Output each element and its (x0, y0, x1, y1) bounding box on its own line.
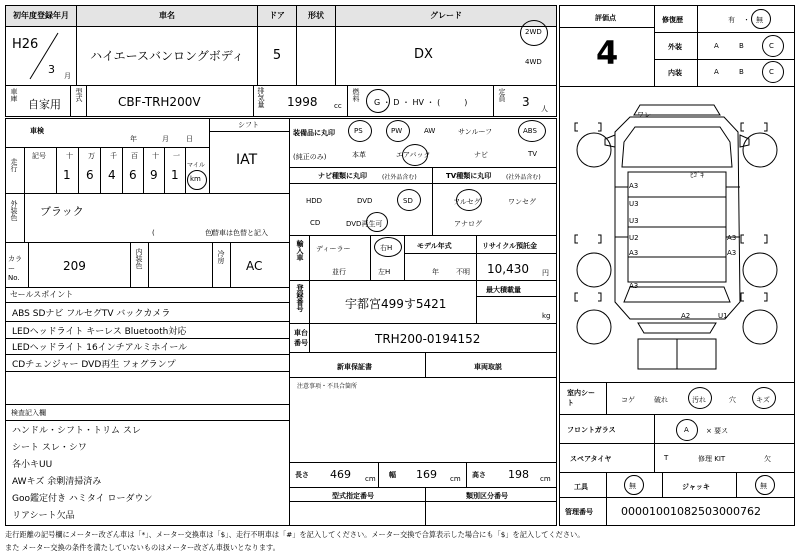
width-value: 169 (416, 468, 437, 481)
model-label: 型式 (75, 88, 83, 102)
capacity-label: 定員 (498, 88, 506, 102)
inspection-year: 年 (130, 135, 137, 143)
model-year-label: モデル年式 (417, 242, 452, 250)
equip-navi: ナビ (474, 151, 488, 159)
interior-grade-b: B (739, 68, 744, 76)
jack-value: 無 (760, 482, 767, 490)
height-value: 198 (508, 468, 529, 481)
length-value: 469 (330, 468, 351, 481)
warranty-block (289, 352, 557, 378)
mileage-unit-5: 一 (173, 152, 180, 160)
equipment-note: (純正のみ) (293, 153, 327, 161)
recycle-label: リサイクル預託金 (482, 242, 538, 250)
model-year-year: 年 (432, 268, 439, 276)
displacement-label: 排気量 (257, 87, 265, 108)
spare-label: スペアタイヤ (570, 455, 612, 463)
length-unit: cm (365, 475, 376, 483)
sales-point-2: LEDヘッドライト キーレス Bluetooth対応 (12, 327, 187, 337)
inspector-line-4: AWキズ 余剰清掃済み (12, 477, 102, 487)
inspector-line-3: 各小キUU (12, 460, 53, 470)
equip-pw: PW (391, 127, 403, 135)
front-left-wheel (577, 133, 611, 167)
equip-abs: ABS (523, 127, 537, 135)
color-no-label: カラーNo. (8, 255, 22, 282)
footer-line-2: また メーター交換の条件を満たしていないものはメーター改ざん車扱いとなります。 (5, 543, 280, 552)
capacity-unit: 人 (541, 105, 548, 113)
inspection-day: 日 (186, 135, 193, 143)
length-label: 長さ (295, 471, 309, 479)
car-rear (624, 287, 730, 302)
equip-sunroof: サンルーフ (458, 128, 493, 136)
registration-value: 宇都宮499す5421 (345, 297, 447, 311)
shift-value: IAT (236, 152, 258, 168)
grade-value: DX (414, 47, 433, 62)
exterior-color-label: 外装色 (10, 200, 18, 221)
control-label: 管理番号 (565, 508, 593, 516)
equip-airbag: エアバック (396, 151, 431, 159)
color-no-value: 209 (63, 259, 86, 273)
car-diagram-block (559, 86, 795, 383)
drive-4wd: 4WD (525, 58, 542, 66)
exterior-color-note: 色替車は色替と記入 (205, 229, 268, 237)
reg-month: 3 (48, 63, 55, 76)
interior-grade-a: A (714, 68, 719, 76)
displacement-value: 1998 (287, 95, 318, 109)
seat-scratch: キズ (756, 396, 770, 404)
equip-aw: AW (424, 127, 436, 135)
mileage-km-label: km (190, 175, 201, 183)
mileage-digit-5: 1 (171, 168, 179, 182)
import-parallel: 並行 (332, 268, 346, 276)
car-hood (622, 127, 732, 167)
max-load-label: 最大積載量 (486, 286, 521, 294)
displacement-unit: cc (334, 102, 342, 110)
equipment-label: 装備品に丸印 (293, 129, 335, 137)
diagram-mark-1: ワレ (637, 111, 651, 119)
diagram-mark-3: U3 (629, 200, 639, 208)
shape-value (296, 26, 336, 86)
windshield-label: フロントガラス (567, 426, 616, 434)
tv-fullseg: フルセグ (453, 198, 481, 206)
class-no-label: 類別区分番号 (466, 492, 508, 500)
type-no-label: 型式指定番号 (332, 492, 374, 500)
exterior-grade-c: C (769, 42, 774, 50)
sales-points-label: セールスポイント (6, 288, 100, 302)
interior-grade-label: 内装 (668, 69, 682, 77)
score-label: 評価点 (595, 14, 616, 22)
exterior-color-value: ブラック (40, 205, 84, 218)
inspector-line-6: リアシート欠品 (12, 511, 75, 521)
use-value: 自家用 (28, 98, 61, 111)
import-dealer: ディーラー (316, 245, 351, 253)
mileage-digit-4: 9 (150, 168, 158, 182)
first-reg-cell (5, 26, 77, 86)
repair-dot: ・ (743, 16, 750, 24)
diagram-mark-10: A2 (681, 312, 691, 320)
grade-header: グレード (335, 5, 557, 27)
doors-value: 5 (257, 26, 297, 86)
diagram-mark-8: A3 (727, 249, 737, 257)
first-reg-header: 初年度登録年月 (5, 5, 77, 27)
seat-tear: 破れ (654, 396, 668, 404)
ac-label: 冷房 (217, 250, 225, 264)
navi-cd: CD (310, 219, 321, 227)
height-unit: cm (540, 475, 551, 483)
rear-left-wheel (577, 253, 611, 287)
mileage-record-label: 記号 (32, 152, 46, 160)
registration-label: 登録番号 (296, 284, 304, 312)
spare-left-wheel (577, 310, 611, 344)
windshield-x: × 要ス (706, 427, 729, 435)
drive-2wd: 2WD (525, 28, 542, 36)
mileage-mile-label: マイル (187, 162, 205, 169)
use-label: 車庫 (10, 88, 18, 102)
interior-seat-label: 室内シート (567, 389, 595, 407)
exterior-color-paren: ( ) (152, 229, 214, 237)
navi-label: ナビ種類に丸印 (318, 172, 367, 180)
mileage-digit-0: 1 (63, 168, 71, 182)
tv-analog: アナログ (454, 220, 482, 228)
tv-label: TV種類に丸印 (446, 172, 492, 180)
mileage-label: 走行 (10, 158, 18, 172)
rear-bumper (638, 323, 716, 333)
mileage-unit-0: 十 (66, 152, 73, 160)
repair-label: 修復歴 (662, 16, 683, 24)
tv-oneseg: ワンセグ (508, 198, 536, 206)
tools-label: 工具 (574, 483, 588, 491)
repair-yes: 有 (728, 16, 735, 24)
warranty-new-car: 新車保証書 (337, 363, 372, 371)
diagram-mark-12: ﾋｺﾞｷ (690, 171, 704, 179)
fuel-label: 燃料 (352, 88, 360, 102)
width-unit: cm (450, 475, 461, 483)
inspection-label: 車検 (30, 127, 44, 135)
mileage-digit-3: 6 (129, 168, 137, 182)
width-label: 幅 (389, 471, 396, 479)
shape-header: 形状 (296, 5, 336, 27)
score-value: 4 (596, 34, 619, 72)
mileage-digit-2: 4 (108, 168, 116, 182)
diagram-mark-2: A3 (629, 182, 639, 190)
navi-dvd: DVD (357, 197, 373, 205)
inspector-line-5: Goo鑑定付き ハミタイ ローダウン (12, 494, 153, 504)
spare-t: T (664, 454, 669, 462)
sales-point-4: CDチェンジャー DVD再生 フォグランプ (12, 360, 176, 370)
type-number-block (289, 487, 557, 526)
shift-label: シフト (238, 121, 259, 129)
inspector-line-2: シート スレ・シワ (12, 443, 87, 453)
navi-sd: SD (403, 197, 413, 205)
navi-hdd: HDD (306, 197, 323, 205)
exterior-grade-label: 外装 (668, 43, 682, 51)
ac-value: AC (246, 259, 263, 273)
car-diagram (560, 87, 794, 382)
row2 (5, 85, 557, 117)
interior-color-label: 内装色 (135, 248, 143, 269)
control-value: 00001001082503000762 (621, 505, 761, 518)
import-right: 右H (380, 244, 393, 252)
navi-note: (社外品含む) (382, 174, 417, 181)
footer-line-1: 走行距離の記号欄にメーター改ざん車は「*」、メーター交換車は「$」、走行不明車は「#」を記入してください。メーター交換で合算表示した場合にも「$」を記入してください。 (5, 530, 585, 539)
chassis-label: 車台番号 (294, 329, 308, 347)
import-left: 左H (378, 268, 391, 276)
import-label: 輸入車 (296, 240, 304, 261)
mileage-unit-3: 百 (131, 152, 138, 160)
fuel-options: G ・ D ・ HV ・ ( ) (374, 98, 468, 107)
model-year-unknown: 不明 (456, 268, 470, 276)
height-label: 高さ (472, 471, 486, 479)
reg-slash (6, 27, 76, 85)
navi-dvd-play: DVD再生可 (346, 220, 383, 228)
capacity-value: 3 (522, 95, 530, 109)
car-name-header: 車名 (76, 5, 258, 27)
equip-ps: PS (354, 127, 363, 135)
tools-value: 無 (629, 482, 636, 490)
interior-grade-c: C (769, 68, 774, 76)
diagram-mark-6: A3 (629, 249, 639, 257)
diagram-mark-9: A3 (629, 282, 639, 290)
tv-note: (社外品含む) (506, 174, 541, 181)
jack-label: ジャッキ (682, 483, 710, 491)
exterior-grade-b: B (739, 42, 744, 50)
spare-right-wheel (743, 310, 777, 344)
inspector-label: 検査記入欄 (11, 409, 46, 417)
mileage-unit-1: 万 (88, 152, 95, 160)
warranty-manual: 車両取説 (474, 363, 502, 371)
max-load-unit: kg (542, 312, 551, 320)
model-value: CBF-TRH200V (118, 95, 201, 109)
sales-point-1: ABS SDナビ フルセグTV バックカメラ (12, 309, 171, 319)
exterior-grade-a: A (714, 42, 719, 50)
windshield-a: A (684, 426, 689, 434)
chassis-value: TRH200-0194152 (375, 332, 481, 346)
diagram-mark-4: U3 (629, 217, 639, 225)
doors-header: ドア (257, 5, 297, 27)
equip-leather: 本革 (352, 151, 366, 159)
notes-label: 注意事項・不具合箇所 (297, 383, 358, 390)
spare-none: 欠 (764, 455, 771, 463)
diagram-mark-5: U2 (629, 234, 639, 242)
mileage-digit-1: 6 (86, 168, 94, 182)
rear-right-wheel (743, 253, 777, 287)
inspection-month: 月 (162, 135, 169, 143)
seat-hole: 穴 (729, 396, 736, 404)
sales-point-3: LEDヘッドライト 16インチアルミホイール (12, 343, 188, 353)
seat-burn: コゲ (621, 396, 635, 404)
mileage-unit-2: 千 (110, 152, 117, 160)
inspector-line-1: ハンドル・シフト・トリム スレ (12, 426, 141, 436)
diagram-mark-11: U1 (718, 312, 728, 320)
car-name-value: ハイエースバンロングボディ (76, 26, 258, 86)
reg-month-unit: 月 (64, 72, 71, 80)
reg-era: H26 (12, 37, 39, 52)
equip-tv: TV (528, 150, 538, 158)
spare-kit: 修理 KIT (698, 455, 726, 463)
mileage-unit-4: 十 (152, 152, 159, 160)
recycle-unit: 円 (542, 269, 549, 277)
repair-no: 無 (756, 16, 763, 24)
seat-stain: 汚れ (692, 396, 706, 404)
recycle-value: 10,430 (487, 262, 529, 276)
diagram-mark-7: A3 (727, 234, 737, 242)
